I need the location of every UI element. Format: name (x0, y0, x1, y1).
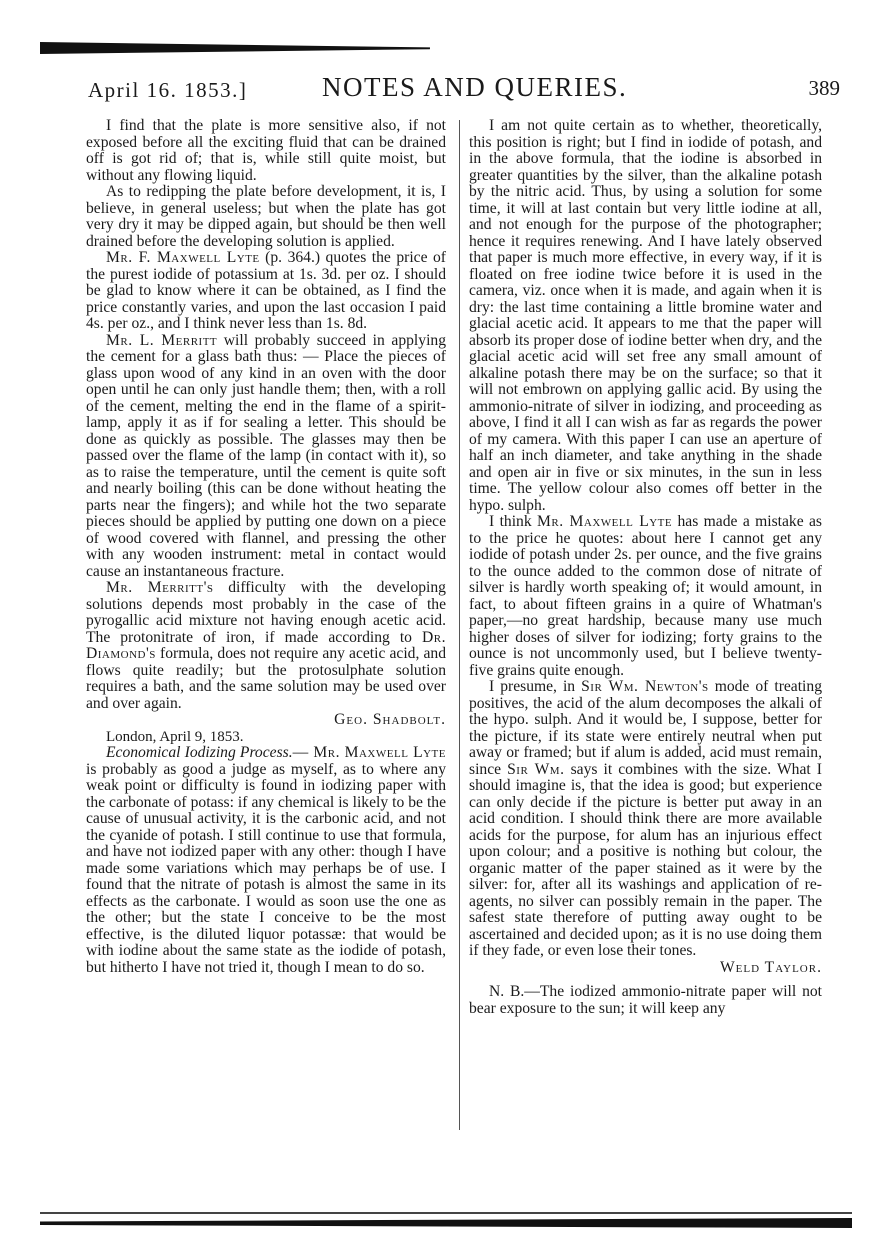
person-name: Mr. Merritt's (106, 579, 214, 596)
paragraph (469, 514, 822, 679)
person-name: Sir Wm. (507, 760, 565, 778)
paragraph-text: formula, does not require any acetic acid, and flows quite readily; but the protosulphate solution requires a bath, and the same solution may be used over and over again. (86, 645, 447, 712)
person-name: Dr. Diamond's (86, 628, 446, 662)
paragraph: As to redipping the plate before development, it is, I believe, in general useless; but when the plate has got very dry it may be dipped again, but should be then well drained before the developing solution is applied. (86, 183, 446, 250)
left-column (86, 118, 446, 976)
paragraph-text: has made a mistake as to the price he quotes: about here I cannot get any iodide of potash under 2s. per ounce, and the five grains to the ounce added to the common dose of nitrate of silver is hardly worth speaking of; it would amount, in fact, to about fifteen grains in a quire of Whatman's paper,—no great hardship, because many use much higher doses of silver for iodizing; forty grains to the ounce is not uncommonly used, but I believe twenty-five grains quite enough. (469, 513, 822, 679)
person-name: Mr. Maxwell Lyte (537, 513, 673, 530)
person-name: Sir Wm. Newton's (581, 678, 709, 695)
paragraph: I am not quite certain as to whether, theoretically, this position is right; but I find in iodide of potash, and in the above formula, that the iodine is absorbed in greater quantities by the silver, than the alkaline potash by the nitric acid. Thus, by using a solution for some time, it will at last contain but very little iodine at all, and not enough for the purpose of the photographer; hence it requires renewing. And I have lately observed that paper is much more effective, in every way, if it is floated on free iodine twice before it is used in the camera, viz. once when it is made, and again when it is dry: the last time containing a little bromine water and glacial acetic acid. It appears to me that the paper will absorb its proper dose of iodine better when dry, and the glacial acetic acid will set free any small amount of alkaline potash there may be on the surface; so that it will not embrown on applying gallic acid. By using the ammonio-nitrate of silver in iodizing, and proceeding as above, I find it all I can wish as far as regards the power of my camera. With this paper I can use an aperture of half an inch diameter, and take anything in the shade and open air in five or six minutes, in the sun in less time. The yellow colour also comes off better in the hypo. sulph. (469, 117, 822, 514)
dateline: London, April 9, 1853. (106, 728, 244, 745)
right-column (469, 118, 822, 1017)
header-date: April 16. 1853.] (88, 78, 248, 102)
paragraph-text: will probably succeed in applying the cement for a glass bath thus: — Place the pieces of glass upon wood of any kind in an oven with the door open until he can only just handle them; then, with a roll of the cement, melting the end in the flame of a spirit-lamp, apply it as if for sealing a letter. This should be done as quickly as possible. The glasses may then be passed over the flame of the lamp (in contact with it), so as to raise the temperature, until the cement is quite soft and nearly boiling (this can be done without heating the parts near the fingers); and while hot the two separate pieces should be applied by putting one down on a piece of wood covered with flannel, and pressing the other with any wooden instrument: metal in contact would cause an instantaneous fracture. (86, 331, 446, 580)
person-name: — Mr. Maxwell Lyte (292, 744, 446, 761)
page-header (88, 72, 840, 106)
paragraph-text: says it combines with the size. What I should imagine is, that the idea is good; but experience can only decide if the picture is better put away in an acid condition. I should think there are more available acids for the purpose, for alum has an injurious effect upon colour; and a positive is nothing but colour, the organic matter of the paper stained as it were by the silver: for, after all its washings and application of re-agents, no silver can possibly remain in the paper. The safest state therefore of putting away ought to be ascertained and decided upon; as it is no use doing them if they fade, or even lose their tones. (469, 760, 822, 959)
paragraph-text: I presume, in (489, 678, 576, 695)
paragraph (86, 250, 446, 333)
paragraph: N. B.—The iodized ammonio-nitrate paper will not bear exposure to the sun; it will keep any (469, 983, 822, 1017)
person-name: Mr. L. Merritt (106, 331, 218, 349)
column-divider (459, 120, 460, 1130)
signature: Weld Taylor. (719, 958, 822, 976)
signature: Geo. Shadbolt. (334, 711, 446, 728)
paragraph-text: difficulty with the developing solutions depends most probably in the case of the pyrogallic acid mixture not having enough acetic acid. The protonitrate of iron, if made according to (86, 579, 446, 646)
paragraph-text: I think (489, 513, 532, 530)
paragraph: I find that the plate is more sensitive also, if not exposed before all the exciting fluid that can be drained off is got rid of; that is, while still quite moist, but without any flowing liquid. (86, 117, 446, 184)
paragraph (86, 333, 446, 581)
paragraph (469, 679, 822, 960)
bottom-decorative-bar (40, 1218, 852, 1228)
person-name: Mr. F. Maxwell Lyte (106, 249, 260, 266)
paragraph-text: mode of treating positives, the acid of the alum decomposes the alkali of the hypo. sulph. And it would be, I suppose, better for the picture, if its state were entirely neutral when put away or framed; but if alum is added, acid must remain, since (469, 678, 822, 778)
article-title: Economical Iodizing Process. (106, 744, 293, 761)
paragraph-text: is probably as good a judge as myself, as to where any weak point or difficulty is found in iodizing paper with the carbonate of potass: if any chemical is likely to be the cause of unusual activity, it is the carbonic acid, and not the cyanide of potash. I still continue to use that formula, and have not iodized paper with any other: though I have made some variations which may perhaps be of use. I found that the nitrate of potash is almost the same in its effects as the carbonate. I would as soon use the one as the other; but the state I conceive to be the most effective, is the diluted liquor potassæ: that would be with iodine about the same state as the iodide of potash, but hitherto I have not tried it, though I mean to do so. (86, 760, 446, 976)
top-decorative-bar (40, 42, 430, 54)
page-number: 389 (808, 76, 840, 100)
header-title: NOTES AND QUERIES. (322, 72, 628, 102)
bottom-rule (40, 1212, 852, 1214)
paragraph-text: (p. 364.) quotes the price of the purest iodide of potassium at 1s. 3d. per oz. I should be glad to know where it can be obtained, as I find the price constantly varies, and upon the last occasion I paid 4s. per oz., and I think never less than 1s. 8d. (86, 249, 446, 332)
paragraph (86, 580, 446, 712)
paragraph (86, 745, 446, 976)
